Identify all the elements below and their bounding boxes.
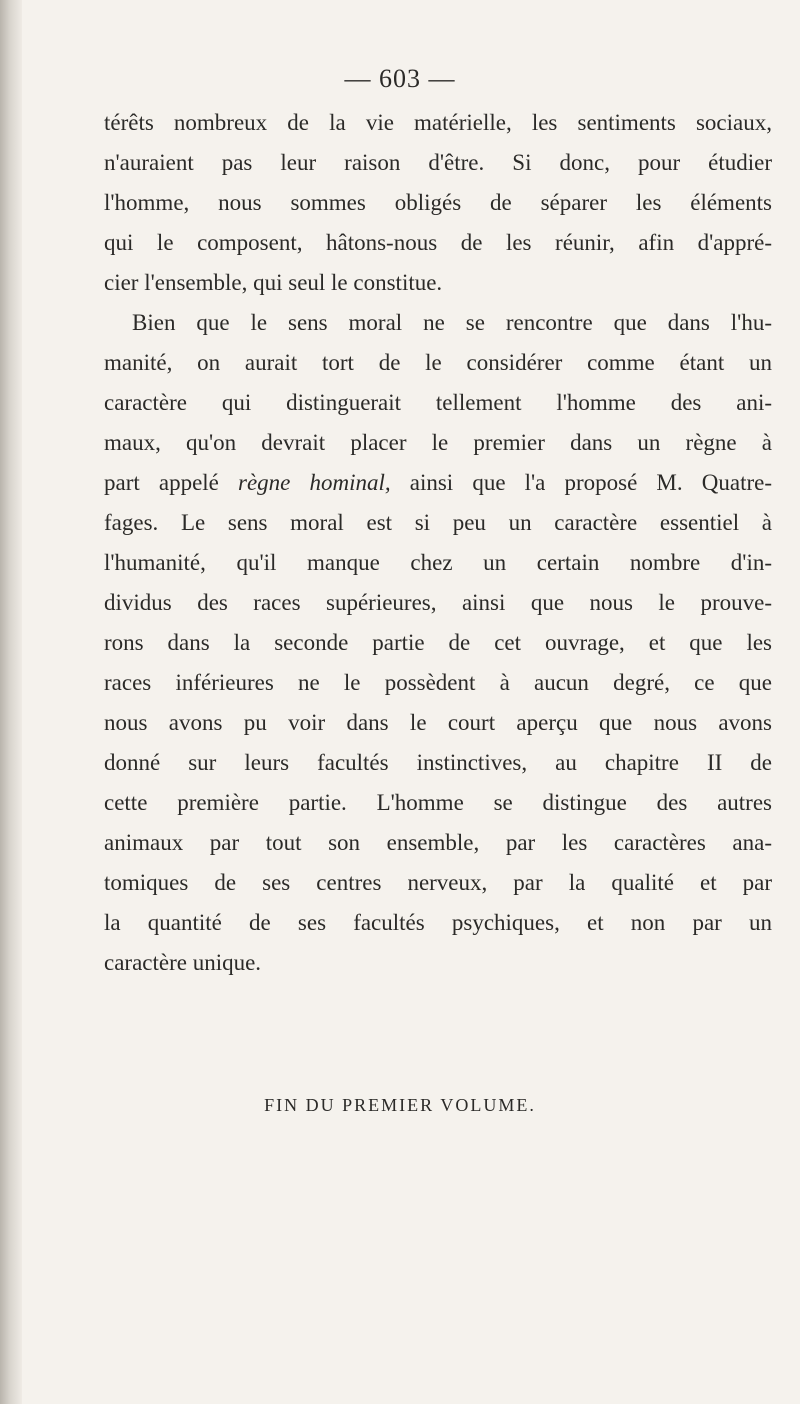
text-line: Bien que le sens moral ne se rencontre que dans l'hu- <box>132 310 772 335</box>
page-number: — 603 — <box>344 64 456 93</box>
text-line-with-italic <box>104 463 772 503</box>
text-run: ainsi que l'a proposé M. Quatre- <box>390 470 772 495</box>
end-of-volume-marker: FIN DU PREMIER VOLUME. <box>264 1095 536 1115</box>
text-line: dividus des races supérieures, ainsi que nous le prouve- <box>104 590 772 615</box>
text-line: manité, on aurait tort de le considérer comme étant un <box>104 350 772 375</box>
text-run: part appelé <box>104 470 239 495</box>
text-line: animaux par tout son ensemble, par les caractères ana- <box>104 830 772 855</box>
body-text <box>104 103 772 983</box>
text-line: la quantité de ses facultés psychiques, et non par un <box>104 910 772 935</box>
text-line: tomiques de ses centres nerveux, par la qualité et par <box>104 870 772 895</box>
text-line: maux, qu'on devrait placer le premier dans un règne à <box>104 430 772 455</box>
book-spine-shadow <box>0 0 22 1404</box>
italic-term: règne hominal, <box>238 470 391 495</box>
text-line: qui le composent, hâtons-nous de les réunir, afin d'appré- <box>104 230 772 255</box>
text-line: cier l'ensemble, qui seul le constitue. <box>104 270 443 295</box>
text-line: fages. Le sens moral est si peu un caractère essentiel à <box>104 510 772 535</box>
text-line: térêts nombreux de la vie matérielle, les sentiments sociaux, <box>104 110 772 135</box>
text-line: caractère unique. <box>104 950 262 975</box>
text-line: caractère qui distinguerait tellement l'homme des ani- <box>104 390 772 415</box>
text-line: l'homme, nous sommes obligés de séparer les éléments <box>104 190 772 215</box>
text-line: cette première partie. L'homme se distingue des autres <box>104 790 772 815</box>
text-line: nous avons pu voir dans le court aperçu que nous avons <box>104 710 772 735</box>
text-line: donné sur leurs facultés instinctives, au chapitre II de <box>104 750 772 775</box>
text-line: n'auraient pas leur raison d'être. Si donc, pour étudier <box>104 150 772 175</box>
text-line: rons dans la seconde partie de cet ouvrage, et que les <box>104 630 772 655</box>
text-line: races inférieures ne le possèdent à aucun degré, ce que <box>104 670 772 695</box>
text-line: l'humanité, qu'il manque chez un certain nombre d'in- <box>104 550 772 575</box>
